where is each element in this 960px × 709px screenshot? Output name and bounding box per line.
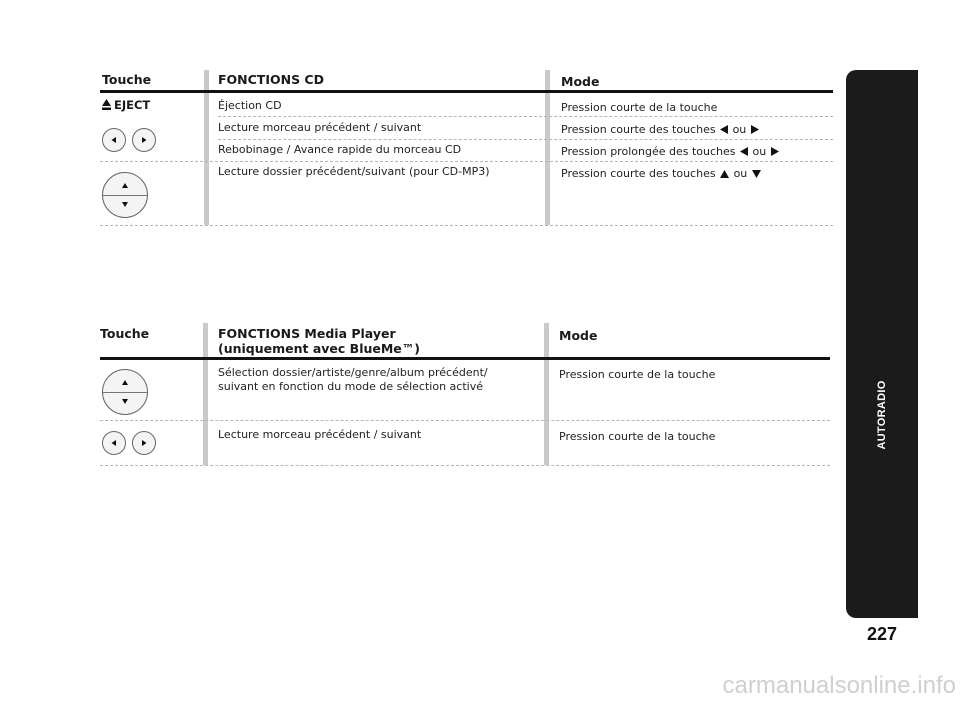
table-bottom-rule	[100, 225, 833, 226]
up-arrow-icon	[720, 170, 729, 178]
header-fonctions-line2: (uniquement avec BlueMe™)	[218, 341, 420, 356]
up-down-arrows	[103, 370, 147, 414]
up-down-arrows	[103, 173, 147, 217]
media-row1-mode: Pression courte de la touche	[559, 368, 716, 381]
up-arrow-icon	[122, 183, 128, 188]
cd-row4-function: Lecture dossier précédent/suivant (pour CD-MP3)	[218, 165, 490, 178]
cd-row3-function: Rebobinage / Avance rapide du morceau CD	[218, 143, 462, 156]
eject-label: EJECT	[114, 98, 151, 112]
media-row1-function	[218, 366, 488, 394]
cd-row3-mode	[561, 145, 780, 159]
left-arrow-icon	[740, 147, 748, 156]
mode-text: Pression courte des touches	[561, 123, 716, 136]
section-label: AUTORADIO	[876, 380, 888, 450]
cd-functions-table	[100, 68, 833, 228]
right-button[interactable]	[132, 431, 156, 455]
left-arrow-icon	[103, 129, 125, 151]
header-touche: Touche	[100, 326, 150, 341]
down-arrow-icon	[122, 399, 128, 404]
down-arrow-icon	[752, 170, 761, 178]
mode-text: Pression prolongée des touches	[561, 145, 736, 158]
media-row2-function: Lecture morceau précédent / suivant	[218, 428, 422, 441]
table-bottom-rule	[100, 465, 830, 466]
left-button[interactable]	[102, 431, 126, 455]
left-arrow-icon	[720, 125, 728, 134]
right-button[interactable]	[132, 128, 156, 152]
header-fonctions: FONCTIONS CD	[218, 72, 324, 87]
up-down-button[interactable]	[102, 369, 148, 415]
function-line1: Sélection dossier/artiste/genre/album précédent/	[218, 366, 488, 379]
row-divider	[218, 139, 833, 140]
mode-or: ou	[733, 167, 748, 180]
cd-row1-function: Éjection CD	[218, 99, 282, 112]
column-separator	[204, 70, 209, 225]
column-separator	[545, 70, 550, 225]
header-rule	[100, 90, 833, 93]
page-number: 227	[866, 624, 898, 644]
cd-row1-mode: Pression courte de la touche	[561, 101, 718, 114]
section-side-tab	[846, 70, 918, 618]
column-separator	[544, 323, 549, 465]
mode-text: Pression courte des touches	[561, 167, 716, 180]
up-down-button[interactable]	[102, 172, 148, 218]
left-button[interactable]	[102, 128, 126, 152]
cd-row4-mode	[561, 167, 762, 181]
header-mode: Mode	[561, 74, 600, 89]
right-arrow-icon	[751, 125, 759, 134]
down-arrow-icon	[122, 202, 128, 207]
prev-next-buttons	[102, 431, 158, 455]
right-arrow-icon	[771, 147, 779, 156]
row-divider	[100, 420, 830, 421]
media-row2-mode: Pression courte de la touche	[559, 430, 716, 443]
up-arrow-icon	[122, 380, 128, 385]
header-touche: Touche	[102, 72, 152, 87]
header-fonctions-line1: FONCTIONS Media Player	[218, 326, 396, 341]
column-separator	[203, 323, 208, 465]
row-divider	[100, 161, 833, 162]
mode-or: ou	[752, 145, 767, 158]
header-fonctions	[218, 326, 420, 356]
right-arrow-icon	[133, 129, 155, 151]
media-player-functions-table	[100, 322, 830, 468]
left-arrow-icon	[103, 432, 125, 454]
cd-row2-function: Lecture morceau précédent / suivant	[218, 121, 422, 134]
row-divider	[218, 116, 833, 117]
watermark: carmanualsonline.info	[722, 672, 956, 699]
right-arrow-icon	[133, 432, 155, 454]
function-line2: suivant en fonction du mode de sélection activé	[218, 380, 483, 393]
header-mode: Mode	[559, 328, 598, 343]
mode-or: ou	[732, 123, 747, 136]
cd-row2-mode	[561, 123, 760, 137]
header-rule	[100, 357, 830, 360]
prev-next-buttons	[102, 128, 158, 152]
eject-icon	[102, 99, 111, 110]
